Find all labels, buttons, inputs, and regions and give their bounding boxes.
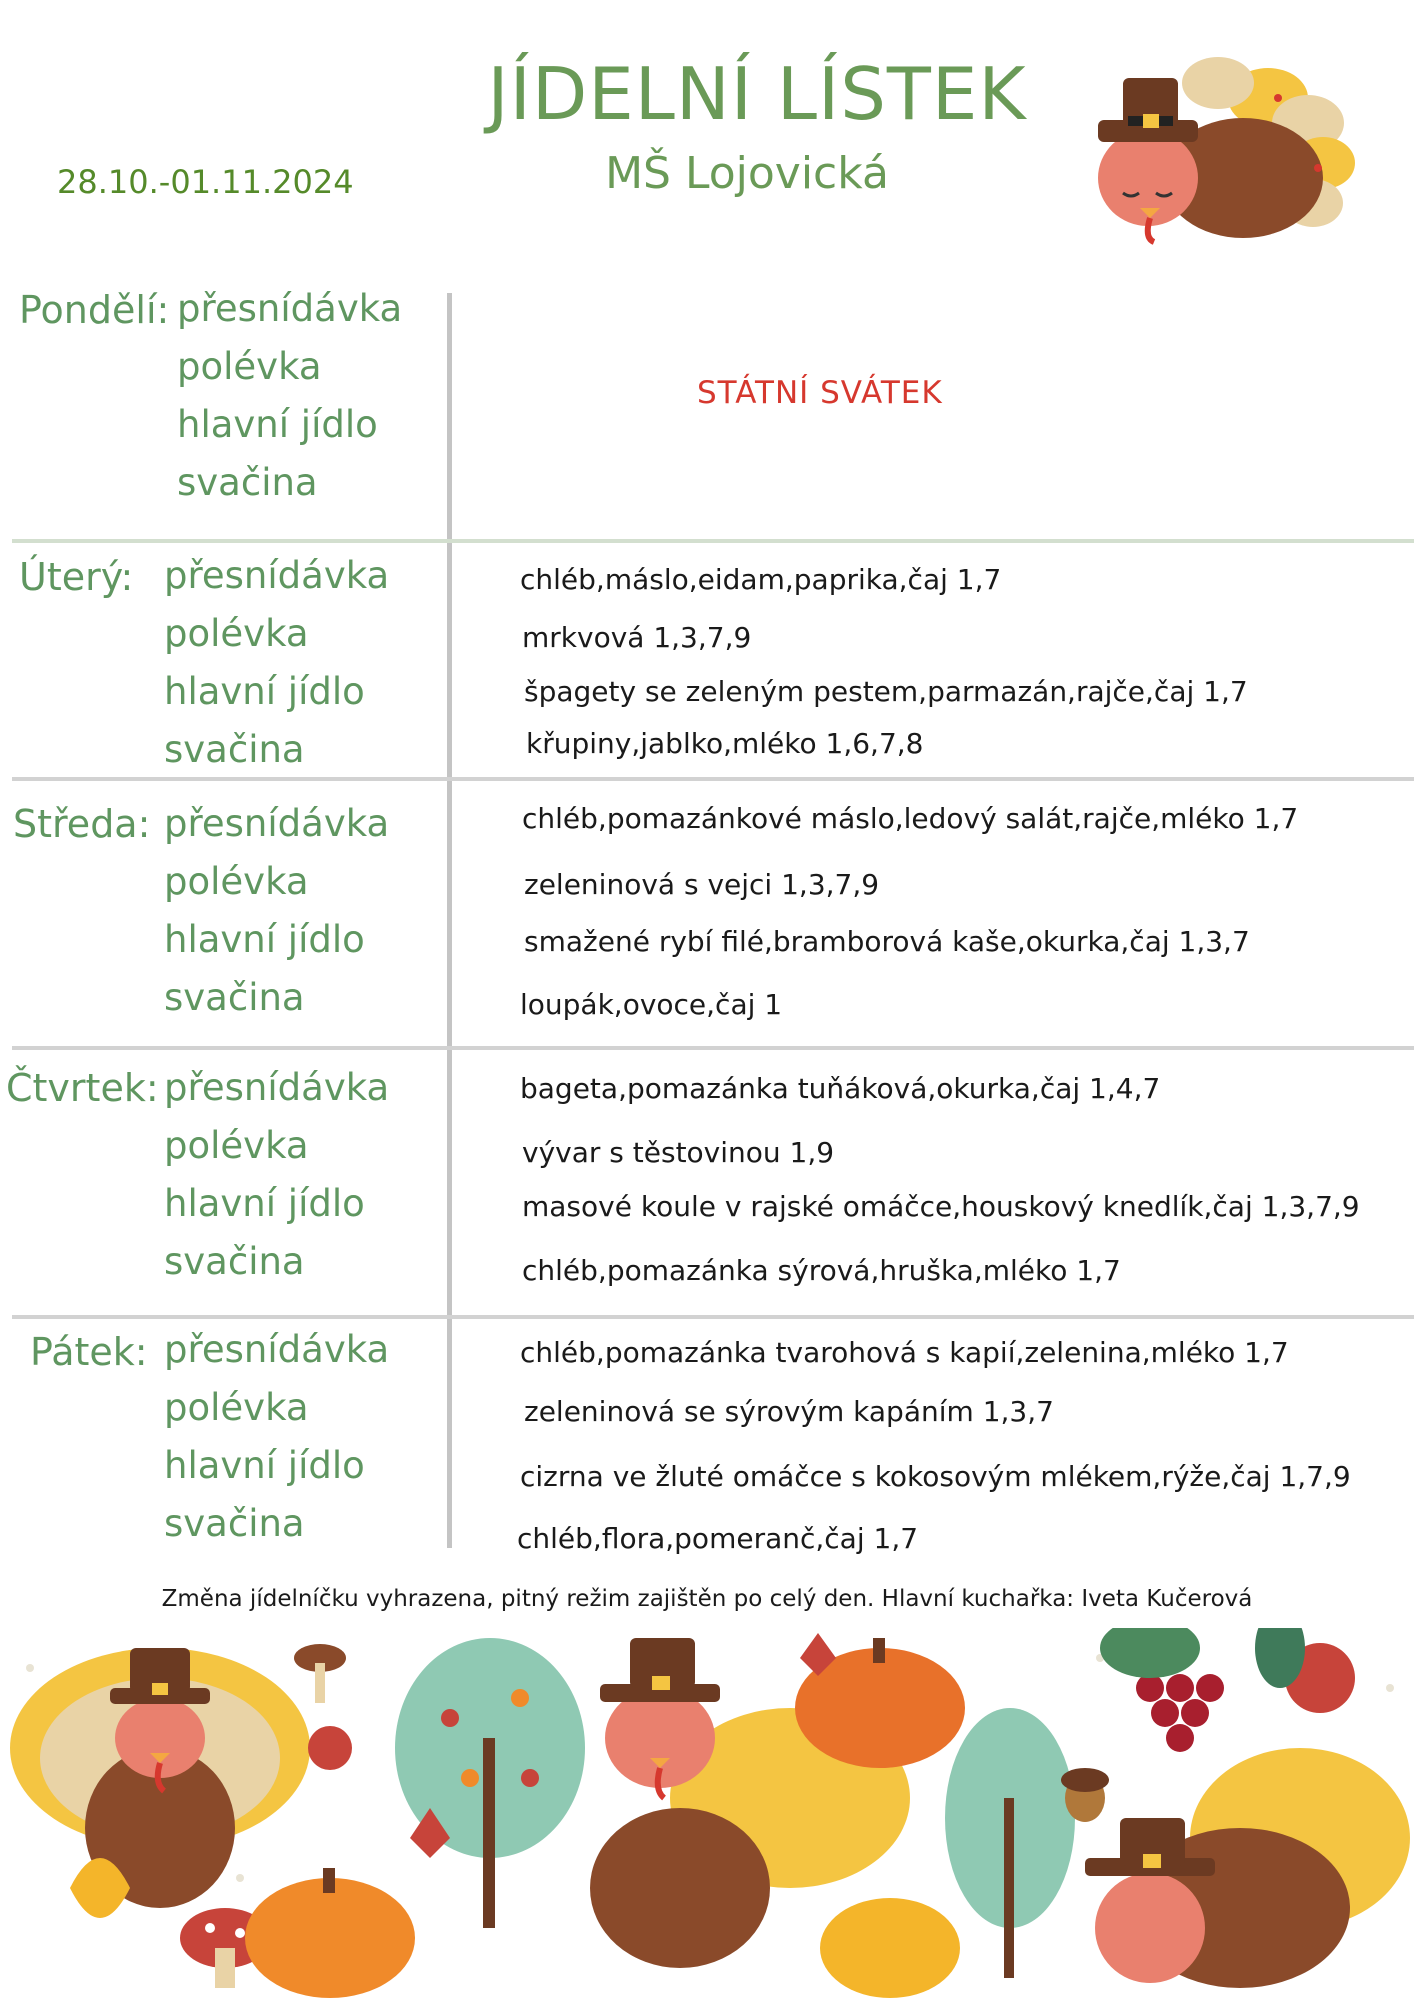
autumn-harvest-illustration <box>0 1628 1414 2000</box>
menu-item: chléb,flora,pomeranč,čaj 1,7 <box>517 1522 919 1555</box>
day-label-monday: Pondělí: <box>19 288 170 332</box>
menu-item: zeleninová s vejci 1,3,7,9 <box>524 868 880 901</box>
meal-label: svačina <box>164 1502 305 1545</box>
school-name: MŠ Lojovická <box>605 148 889 199</box>
menu-item: zeleninová se sýrovým kapáním 1,3,7 <box>524 1395 1054 1428</box>
menu-item: špagety se zeleným pestem,parmazán,rajče,čaj 1,7 <box>524 675 1248 708</box>
menu-item: chléb,pomazánka sýrová,hruška,mléko 1,7 <box>522 1254 1121 1287</box>
day-label-wednesday: Středa: <box>13 802 151 846</box>
meal-label: polévka <box>177 345 322 388</box>
column-divider <box>447 293 452 1548</box>
row-divider <box>12 1046 1414 1050</box>
date-range: 28.10.-01.11.2024 <box>57 163 354 201</box>
meal-label: přesnídávka <box>164 554 390 597</box>
meal-label: přesnídávka <box>164 802 390 845</box>
menu-item: vývar s těstovinou 1,9 <box>522 1136 835 1169</box>
menu-item: smažené rybí filé,bramborová kaše,okurka,čaj 1,3,7 <box>524 925 1250 958</box>
row-divider <box>12 1315 1414 1319</box>
footer-note: Změna jídelníčku vyhrazena, pitný režim zajištěn po celý den. Hlavní kuchařka: Iveta Kučerová <box>161 1586 1253 1612</box>
menu-item: masové koule v rajské omáčce,houskový knedlík,čaj 1,3,7,9 <box>522 1190 1360 1223</box>
meal-label: polévka <box>164 860 309 903</box>
meal-label: přesnídávka <box>164 1066 390 1109</box>
day-label-friday: Pátek: <box>30 1330 148 1374</box>
meal-label: hlavní jídlo <box>164 670 365 713</box>
meal-label: hlavní jídlo <box>164 1182 365 1225</box>
menu-item: chléb,pomazánka tvarohová s kapií,zelenina,mléko 1,7 <box>520 1336 1289 1369</box>
menu-item: křupiny,jablko,mléko 1,6,7,8 <box>526 727 924 760</box>
meal-label: přesnídávka <box>164 1328 390 1371</box>
meal-labels-friday <box>164 1321 389 1553</box>
meal-label: polévka <box>164 1124 309 1167</box>
menu-item: loupák,ovoce,čaj 1 <box>520 988 783 1021</box>
menu-item: bageta,pomazánka tuňáková,okurka,čaj 1,4,7 <box>520 1072 1161 1105</box>
menu-item: cizrna ve žluté omáčce s kokosovým mlékem,rýže,čaj 1,7,9 <box>520 1460 1351 1493</box>
meal-label: hlavní jídlo <box>164 1444 365 1487</box>
meal-labels-tuesday <box>164 547 389 779</box>
meal-labels-thursday <box>164 1059 389 1291</box>
meal-label: svačina <box>164 728 305 771</box>
day-label-thursday: Čtvrtek: <box>6 1066 159 1110</box>
meal-label: polévka <box>164 612 309 655</box>
meal-labels-wednesday <box>164 795 389 1027</box>
meal-label: hlavní jídlo <box>164 918 365 961</box>
meal-label: hlavní jídlo <box>177 403 378 446</box>
day-label-tuesday: Úterý: <box>19 555 134 599</box>
menu-item: chléb,pomazánkové máslo,ledový salát,rajče,mléko 1,7 <box>522 802 1299 835</box>
row-divider <box>12 539 1414 543</box>
holiday-notice: STÁTNÍ SVÁTEK <box>697 375 943 411</box>
meal-label: svačina <box>177 461 318 504</box>
meal-label: svačina <box>164 1240 305 1283</box>
meal-labels-monday <box>177 280 402 512</box>
meal-label: přesnídávka <box>177 287 403 330</box>
menu-item: chléb,máslo,eidam,paprika,čaj 1,7 <box>520 563 1002 596</box>
turkey-illustration <box>1068 28 1368 248</box>
meal-label: polévka <box>164 1386 309 1429</box>
page-title: JÍDELNÍ LÍSTEK <box>487 52 1027 136</box>
meal-label: svačina <box>164 976 305 1019</box>
menu-item: mrkvová 1,3,7,9 <box>522 621 752 654</box>
